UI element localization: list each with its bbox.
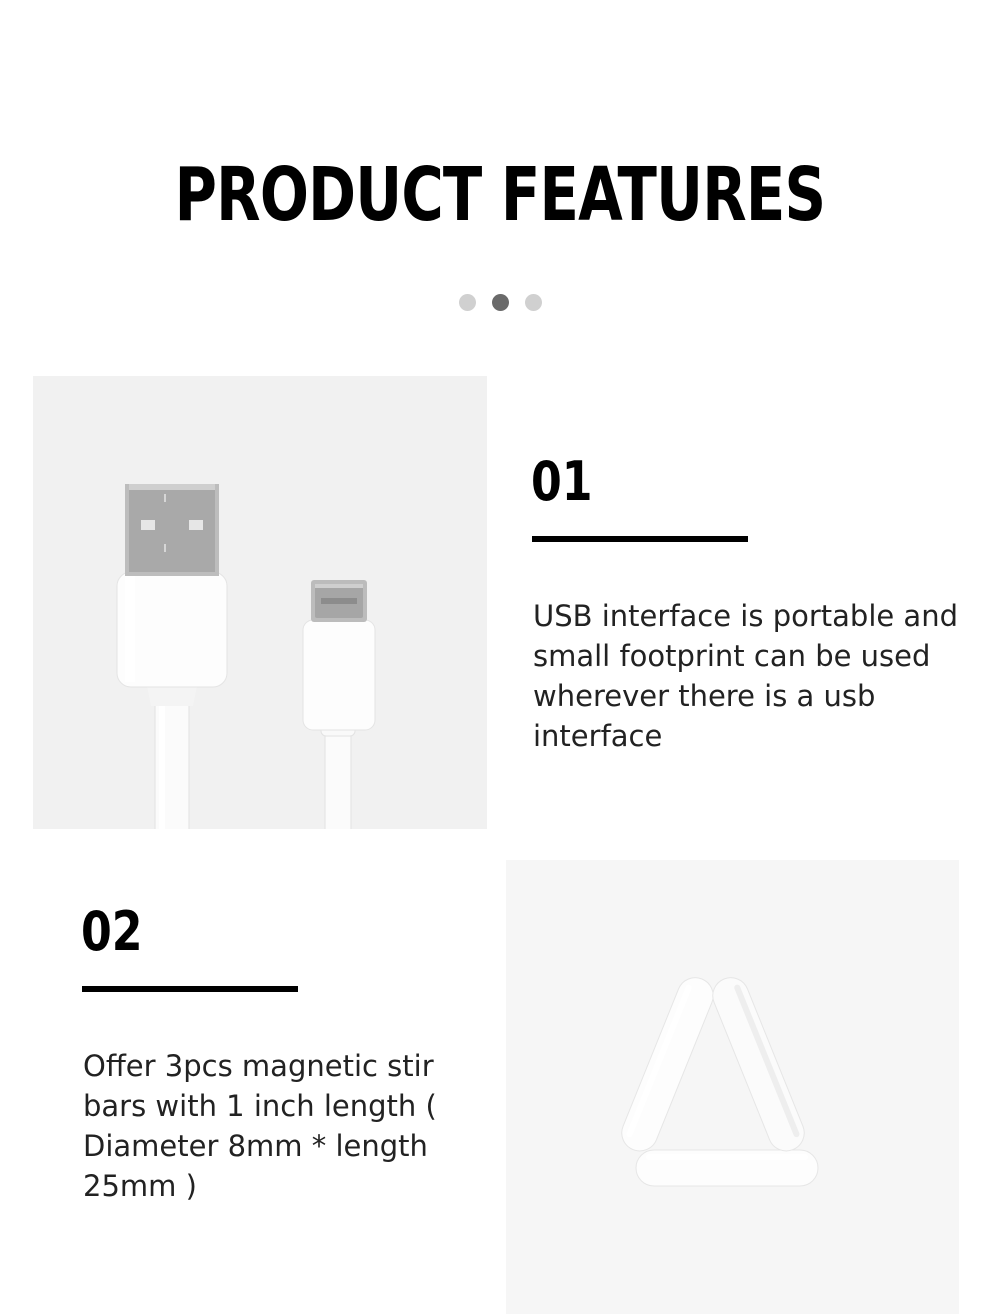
pagination-dot[interactable] [459, 294, 476, 311]
feature-description: Offer 3pcs magnetic stir bars with 1 inch length ( Diameter 8mm * length 25mm ) [83, 1049, 437, 1203]
page-title: PRODUCT FEATURES [174, 152, 826, 238]
feature-description: USB interface is portable and small footprint can be used wherever there is a usb interface [533, 599, 958, 753]
stir-bars-image [506, 860, 959, 1314]
pagination-dots [459, 294, 542, 311]
feature-number: 02 [81, 900, 143, 963]
usb-cable-image [33, 376, 487, 829]
pagination-dot[interactable] [525, 294, 542, 311]
feature-number: 01 [531, 450, 593, 513]
feature-divider [82, 986, 298, 992]
feature-divider [532, 536, 748, 542]
pagination-dot-active[interactable] [492, 294, 509, 311]
